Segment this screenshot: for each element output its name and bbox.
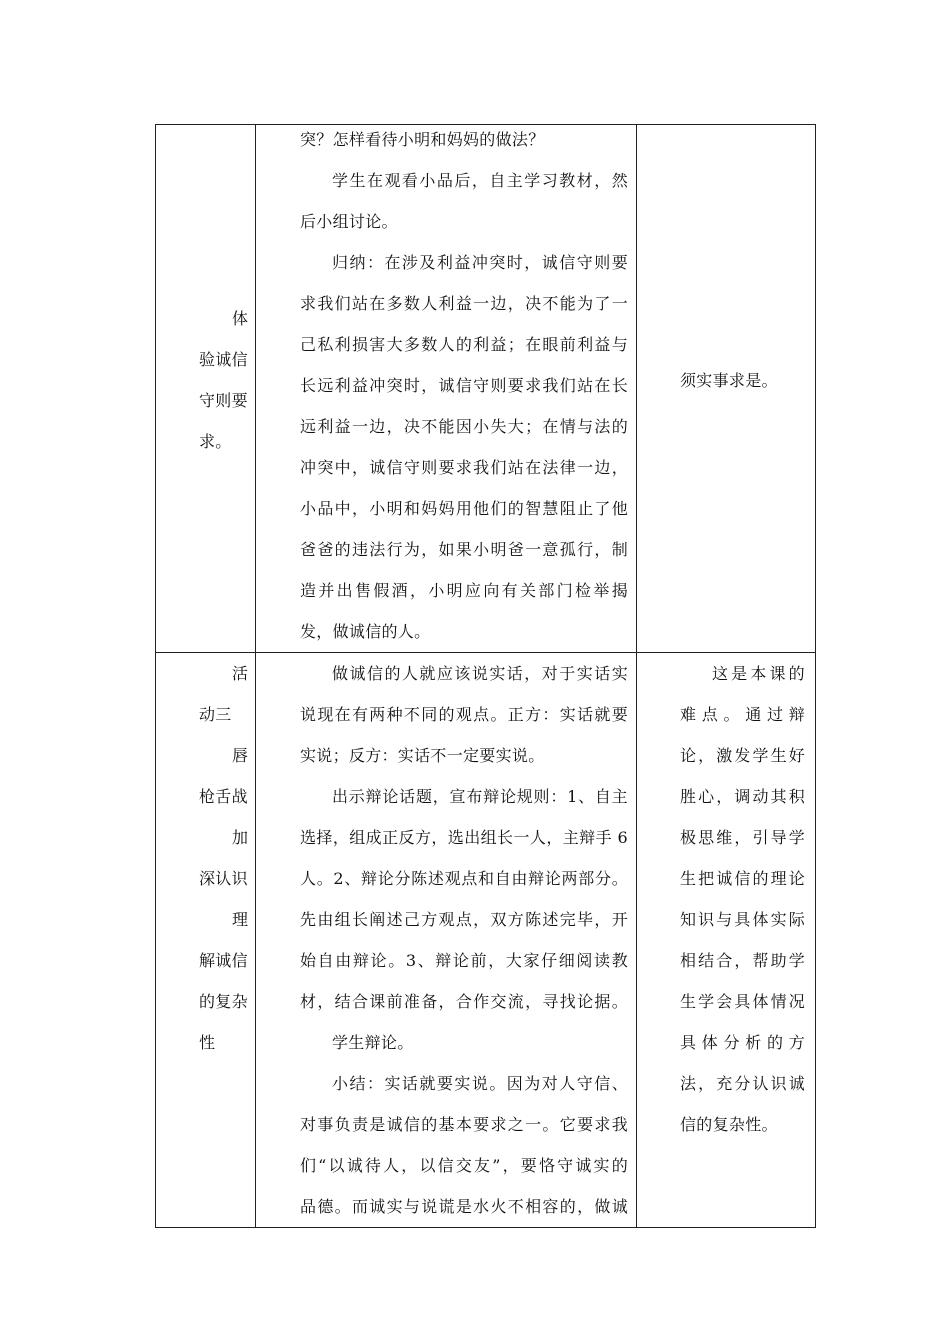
content-text-line: 始自由辩论。3、辩论前，大家仔细阅读教 (300, 951, 628, 970)
activity-text-line: 守则要 (199, 391, 248, 410)
content-text-line: 发，做诚信的人。 (300, 622, 431, 641)
table-row (156, 125, 816, 653)
activity-text-line: 深认识 (199, 869, 248, 888)
content-text-line: 后小组讨论。 (300, 212, 398, 231)
activity-text-line: 验诚信 (199, 350, 248, 369)
content-text-line: 选择，组成正反方，选出组长一人，主辩手 6 (300, 828, 628, 847)
lesson-plan-table (155, 124, 816, 1228)
content-cell (256, 653, 637, 1228)
content-cell (256, 125, 637, 653)
content-text-line: 品德。而诚实与说谎是水火不相容的，做诚 (300, 1197, 628, 1216)
content-text-line: 己私利损害大多数人的利益；在眼前利益与 (300, 335, 628, 354)
notes-cell (637, 653, 816, 1228)
notes-text-line: 信的复杂性。 (680, 1115, 778, 1134)
content-text-line: 做诚信的人就应该说实话，对于实话实 (332, 664, 628, 683)
content-text-line: 远利益一边，决不能因小失大；在情与法的 (300, 417, 628, 436)
content-text-line: 出示辩论话题，宣布辩论规则：1、自主 (332, 787, 628, 806)
content-text-line: 先由组长阐述己方观点，双方陈述完毕，开 (300, 910, 628, 929)
notes-cell (637, 125, 816, 653)
activity-text-line: 体 (232, 309, 249, 328)
notes-text-line: 知识与具体实际 (680, 910, 805, 929)
activity-cell (156, 653, 256, 1228)
content-text-line: 求我们站在多数人利益一边，决不能为了一 (300, 294, 628, 313)
notes-text-line: 难点。通过辩 (680, 705, 805, 724)
notes-text-line: 相结合，帮助学 (680, 951, 805, 970)
activity-text-line: 动三 (199, 705, 232, 724)
content-text-line: 对事负责是诚信的基本要求之一。它要求我 (300, 1115, 628, 1134)
notes-text-line: 胜心，调动其积 (680, 787, 805, 806)
activity-text-line: 活 (232, 664, 249, 683)
activity-text-line: 解诚信 (199, 951, 248, 970)
content-text-line: 小结：实话就要实说。因为对人守信、 (332, 1074, 628, 1093)
content-text-line: 冲突中，诚信守则要求我们站在法律一边， (300, 458, 628, 477)
content-text-line: 人。2、辩论分陈述观点和自由辩论两部分。 (300, 869, 628, 888)
notes-text-line: 生把诚信的理论 (680, 869, 805, 888)
activity-cell (156, 125, 256, 653)
notes-text-line: 法，充分认识诚 (680, 1074, 805, 1093)
content-text-line: 长远利益冲突时，诚信守则要求我们站在长 (300, 376, 628, 395)
content-text-line: 说现在有两种不同的观点。正方：实话就要 (300, 705, 628, 724)
notes-text-line: 这是本课的 (712, 664, 805, 683)
content-text-line: 实说；反方：实话不一定要实说。 (300, 746, 545, 765)
activity-text-line: 求。 (199, 432, 232, 451)
content-text-line: 突？怎样看待小明和妈妈的做法？ (300, 130, 545, 149)
activity-text-line: 理 (232, 910, 249, 929)
content-text-line: 们“以诚待人，以信交友”，要恪守诚实的 (300, 1156, 628, 1175)
content-text-line: 学生在观看小品后，自主学习教材，然 (332, 171, 628, 190)
content-text-line: 小品中，小明和妈妈用他们的智慧阻止了他 (300, 499, 628, 518)
content-text-line: 材，结合课前准备，合作交流，寻找论据。 (300, 992, 628, 1011)
activity-text-line: 枪舌战 (199, 787, 248, 806)
activity-text-line: 性 (199, 1033, 216, 1052)
content-text-line: 学生辩论。 (332, 1033, 414, 1052)
table-row (156, 653, 816, 1228)
notes-text-line: 极思维，引导学 (680, 828, 805, 847)
notes-text-line: 具体分析的方 (680, 1033, 805, 1052)
activity-text-line: 的复杂 (199, 992, 248, 1011)
notes-text-line: 论，激发学生好 (680, 746, 805, 765)
content-text-line: 归纳：在涉及利益冲突时，诚信守则要 (332, 253, 628, 272)
content-text-line: 造并出售假酒，小明应向有关部门检举揭 (300, 581, 628, 600)
notes-text-line: 生学会具体情况 (680, 992, 805, 1011)
content-text-line: 爸爸的违法行为，如果小明爸一意孤行，制 (300, 540, 628, 559)
notes-text-line: 须实事求是。 (680, 371, 778, 390)
activity-text-line: 加 (232, 828, 249, 847)
activity-text-line: 唇 (232, 746, 249, 765)
